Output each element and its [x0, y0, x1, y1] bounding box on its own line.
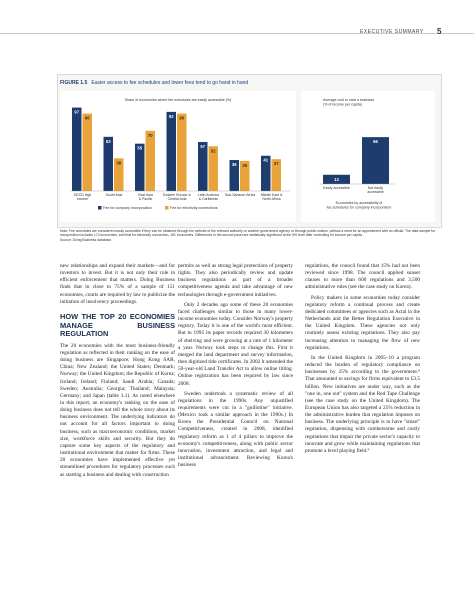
category-label: & Caribbean	[198, 197, 219, 202]
paragraph: The 20 economies with the most business-friendly regulation as reflected in their ranking on the ease of doing business are Singapore; Hong Kong SAR, China; New Zealand; the United States; Denmark; Norway; the United Kingdom; the Republic of Korea; Iceland; Ireland; Finland; Saudi Arabia; Canada; Sweden; Australia; Georgia; Thailand; Malaysia; Germany; and Japan (table 1.1). As noted elsewhere in this report, an economy's ranking on the ease of doing business does not tell the whole story about its business environment. The underlying indicators do not account for all factors important to doing business, such as macroeconomic conditions, market size, workforce skills and security. But they do capture some key aspects of the regulatory and institutional environment that matter for firms. These 20 economies have implemented effective yet streamlined procedures for regulatory processes such as starting a business and dealing with construction	[60, 342, 175, 478]
data-label: 38	[116, 160, 122, 166]
category-label: Easily accessible	[323, 186, 350, 190]
category-label: OECD high	[73, 193, 92, 197]
data-label: 35	[242, 162, 248, 168]
axis-caption: fee schedules for company incorporation	[326, 205, 392, 210]
data-label: 70	[147, 132, 153, 138]
category-label: Central Asia	[167, 197, 187, 202]
bar-electricity	[83, 114, 93, 191]
legend-swatch-electricity	[165, 206, 169, 210]
data-label: 66	[373, 139, 378, 145]
bar-incorporation	[198, 142, 208, 191]
data-label: 55	[137, 145, 143, 151]
regional-bar-chart	[60, 91, 296, 222]
category-label: Latin America	[197, 193, 220, 197]
bar-electricity	[177, 114, 187, 191]
category-label: Eastern Europe &	[163, 193, 191, 197]
bar-electricity	[146, 131, 156, 191]
paragraph: permits as well as strong legal protections of property rights. They also periodically review and update business regulations as part of a broader competitiveness agenda and take advantage of new technologies through e-government initiatives.	[178, 263, 293, 298]
axis-caption: Economies by accessibility of	[335, 201, 383, 205]
bar	[362, 137, 389, 184]
category-label: & Pacific	[138, 197, 153, 202]
data-label: 36	[231, 162, 237, 168]
source-text: Source: Doing Business database.	[60, 237, 113, 242]
category-label: Middle East &	[260, 193, 283, 197]
note-text: Note: Fee schedules are considered easily accessible if they can be obtained through the website of the relevant authority or another government agency or through public notices, without a need for an appointment with an official. The data sample for incorporation includes 174 economies, and that for electricity connection, 181 economies. Differences in the second panel are statistically significant at the 5% level after controlling for income per capita.	[60, 229, 436, 238]
legend-swatch-incorporation	[98, 206, 102, 210]
column-3	[305, 263, 420, 458]
category-label: Sub-Saharan Africa	[224, 193, 256, 197]
figure-title	[60, 80, 248, 86]
left-chart-panel	[60, 91, 296, 222]
paragraph: regulations, the council found that 15% had not been reviewed since 1998. The council applied sunset clauses to more than 600 regulations and 3,500 administrative rules (see the case study on Korea).	[305, 263, 420, 291]
category-label: North Africa	[262, 197, 281, 202]
data-label: 63	[105, 138, 111, 144]
data-label: 37	[273, 161, 279, 167]
data-label: 57	[200, 143, 206, 149]
paragraph: Policy makers in some economies today consider regulatory reform a continual process and create dedicated committees or agencies such as Actal in the Netherlands and the Better Regulation Executive in the United Kingdom. These agencies not only routinely assess existing regulations. They also pay increasing attention to managing the flow of new regulations.	[305, 294, 420, 351]
column-1	[60, 263, 175, 482]
figure-caption: Easier access to fee schedules and lower fees tend to go hand in hand	[91, 80, 249, 86]
data-label: 97	[74, 109, 80, 115]
chart-title: Average cost to start a business	[323, 98, 375, 102]
bar-incorporation	[104, 137, 114, 191]
data-label: 90	[84, 115, 90, 121]
section-heading: HOW THE TOP 20 ECONOMIES MANAGE BUSINESS REGULATION	[60, 311, 175, 339]
figure-number: FIGURE 1.5	[60, 80, 88, 86]
paragraph: Only 2 decades ago some of these 20 economies faced challenges similar to those in many lower-income economies today. Consider Norway's property registry. Today it is one of the world's most efficient. But in 1995 its paper records required 30 kilometers of shelving and were growing at a rate of 1 kilometer a year. Norway took steps to change this. First it merged the land department and survey information, then digitized title certificates. In 2002 it amended the 50-year-old Land Transfer Act to allow online titling. Online registration has been required by law since 2008.	[178, 301, 293, 387]
page-number: 5	[437, 27, 442, 36]
paragraph: Sweden undertook a systematic review of all regulations in the 1990s. Any unjustified requirements were cut in a "guillotine" initiative. (Mexico took a similar approach in the 1990s.) In Korea the Presidential Council on National Competitiveness, created in 2008, identified regulatory reform as 1 of 4 pillars to improve the economy's competitiveness, along with public sector innovation, investment attraction, and legal and institutional advancement. Reviewing Korea's business	[178, 390, 293, 469]
data-label: 92	[168, 113, 174, 119]
paragraph: new relationships and expand their markets—and for investors to invest. But it is not only their role in efficient enforcement that matters. Doing Business finds that in close to 75% of a sample of 151 economies, courts are required by law to publicize the initiation of insolvency proceedings.	[60, 263, 175, 305]
bar-incorporation	[72, 108, 82, 191]
category-label: income	[76, 197, 89, 202]
bar-incorporation	[135, 144, 145, 191]
data-label: 52	[210, 148, 216, 154]
category-label: Not easily	[367, 186, 384, 190]
bar-incorporation	[167, 112, 177, 191]
legend-label: Fee for electricity connections	[170, 206, 218, 210]
category-label: East Asia	[138, 193, 153, 197]
paragraph: In the United Kingdom in 2005–10 a program reduced the burden of regulatory compliance on businesses by 25% according to the government.⁸ That amounted to savings for firms equivalent to £3.5 billion. New initiatives are under way, such as the "one in, one out" system and the Red Tape Challenge (see the case study on the United Kingdom). The European Union has also targeted a 25% reduction in the administrative burden that regulation imposes on business. The underlying principle is to have "smart" regulation, dispensing with cumbersome and costly regulations that impair the private sector's capacity to innovate and grow while maintaining regulations that promote a level playing field.⁹	[305, 354, 420, 454]
data-label: 41	[263, 157, 269, 163]
data-label: 90	[179, 115, 185, 121]
cost-bar-chart	[301, 91, 435, 222]
category-label: South Asia	[105, 193, 123, 197]
right-chart-panel	[301, 91, 435, 222]
figure-note	[60, 229, 440, 242]
data-label: 13	[334, 176, 339, 182]
running-header: EXECUTIVE SUMMARY	[360, 29, 424, 35]
chart-title: (% of income per capita)	[323, 102, 362, 107]
category-label: accessible	[367, 190, 384, 195]
legend-label: Fee for company incorporation	[103, 206, 152, 210]
column-2	[178, 263, 293, 472]
chart-title: Share of economies where fee schedules are easily accessible (%)	[124, 98, 232, 102]
